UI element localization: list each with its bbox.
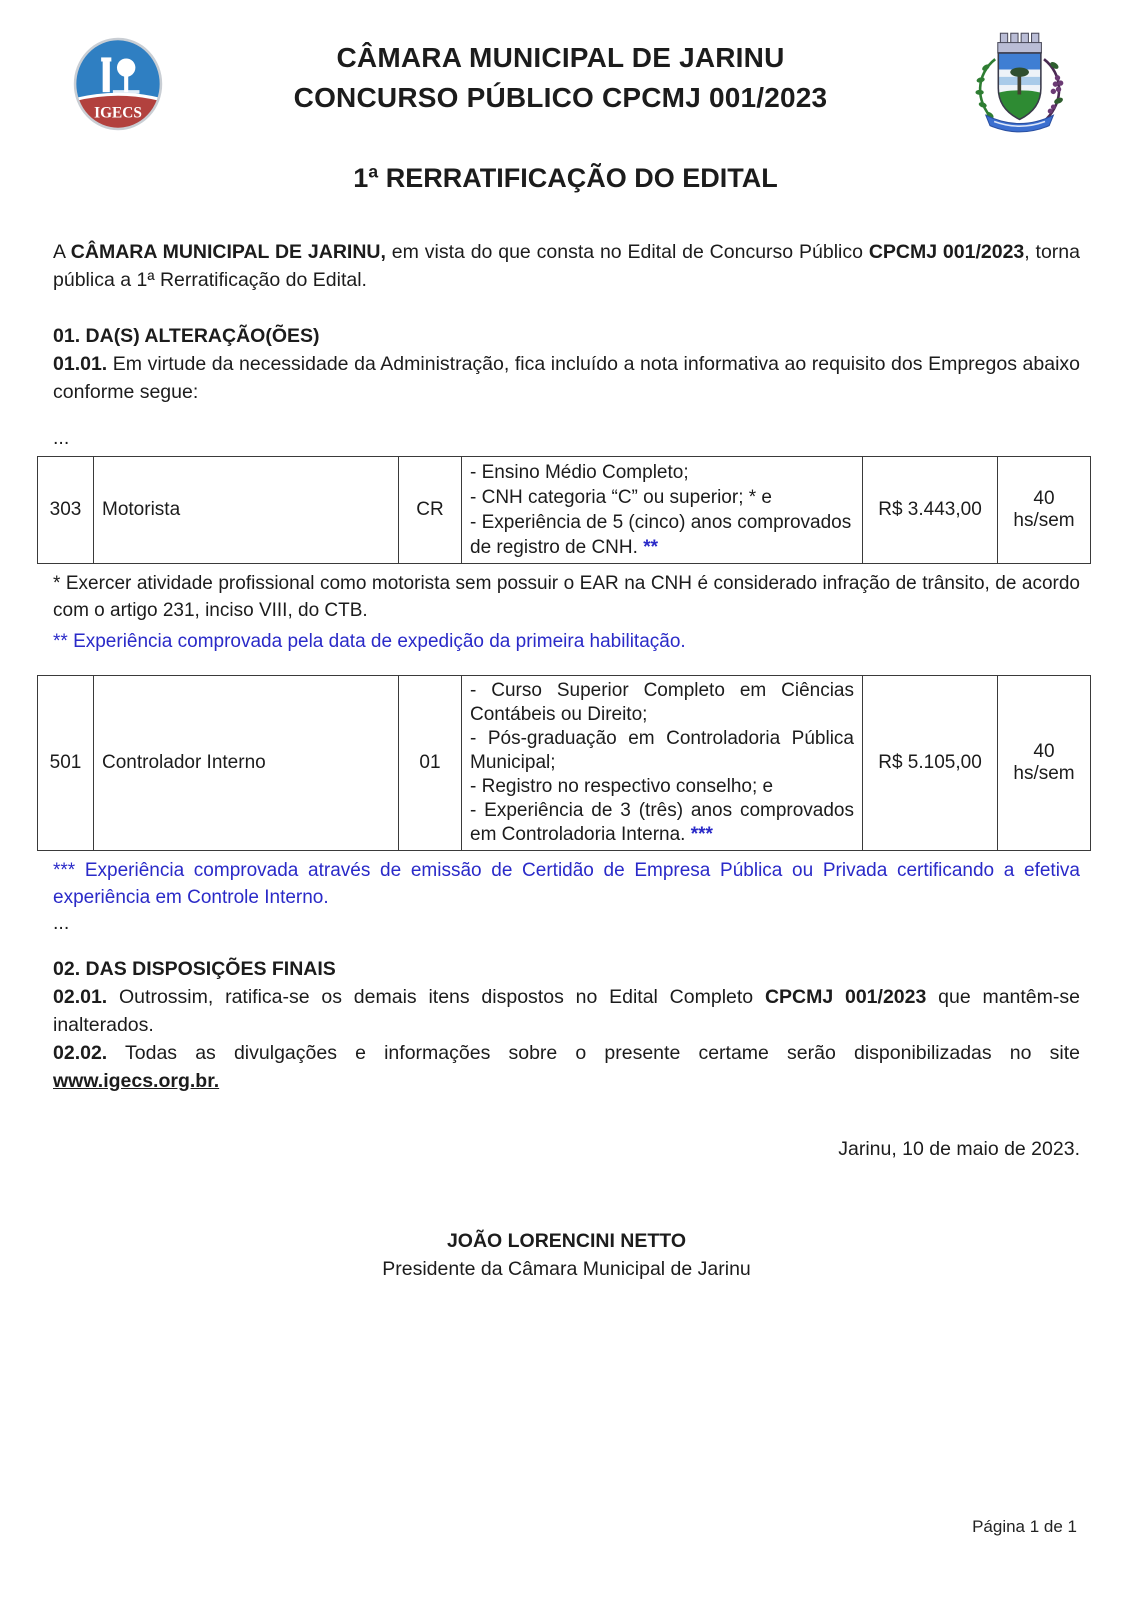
footnote-marker: ** bbox=[643, 537, 658, 558]
job-workload-cell: 40 hs/sem bbox=[998, 457, 1091, 564]
footnote-double-star: ** Experiência comprovada pela data de expedição da primeira habilitação. bbox=[53, 631, 686, 652]
intro-code-bold: CPCMJ 001/2023 bbox=[868, 241, 1025, 263]
header-titles bbox=[170, 38, 951, 118]
requirement-line bbox=[470, 679, 854, 727]
jarinu-crest-icon bbox=[963, 28, 1071, 134]
clause-text: Todas as divulgações e informações sobre o presente certame serão disponibilizadas no site bbox=[107, 1042, 1080, 1064]
job-requirements-cell bbox=[462, 676, 863, 851]
jobs-table-controlador bbox=[37, 675, 1091, 851]
footnote-triple-star: *** Experiência comprovada através de emissão de Certidão de Empresa Pública ou Privada certificando a efetiva experiência em Controle Interno. bbox=[53, 860, 1080, 908]
site-link[interactable]: www.igecs.org.br. bbox=[53, 1070, 220, 1092]
requirement-line bbox=[470, 799, 854, 847]
igecs-logo-label: IGECS bbox=[94, 104, 142, 122]
requirement-text: - Curso Superior Completo em Ciências Contábeis ou Direito; bbox=[470, 680, 854, 725]
intro-prefix: A bbox=[53, 241, 71, 263]
clause-number: 01.01. bbox=[53, 353, 108, 375]
requirement-text: - Pós-graduação em Controladoria Pública Municipal; bbox=[470, 728, 854, 773]
table-row bbox=[38, 676, 1091, 851]
job-salary-cell: R$ 5.105,00 bbox=[863, 676, 998, 851]
signer-name: JOÃO LORENCINI NETTO bbox=[446, 1230, 687, 1252]
clause-01-01 bbox=[53, 350, 1080, 406]
ellipsis-marker: ... bbox=[53, 427, 70, 449]
footnote-star: * Exercer atividade profissional como motorista sem possuir o EAR na CNH é considerado infração de trânsito, de acordo com o artigo 231, inciso VIII, do CTB. bbox=[53, 573, 1080, 621]
requirement-text: - CNH categoria “C” ou superior; * e bbox=[470, 487, 772, 508]
clause-number: 02.02. bbox=[53, 1042, 108, 1064]
job-code-cell: 303 bbox=[38, 457, 94, 564]
page-number: Página 1 de 1 bbox=[972, 1517, 1077, 1536]
clause-text: que mantêm-se inalterados. bbox=[53, 986, 1080, 1036]
clause-text: Outrossim, ratifica-se os demais itens dispostos no Edital Completo bbox=[107, 986, 765, 1008]
requirement-line bbox=[470, 485, 854, 510]
job-vacancies-cell: CR bbox=[399, 457, 462, 564]
requirement-line bbox=[470, 460, 854, 485]
requirement-text: - Registro no respectivo conselho; e bbox=[470, 776, 774, 797]
requirement-text: - Experiência de 3 (três) anos comprovados em Controladoria Interna. bbox=[470, 800, 854, 845]
doc-title: 1ª RERRATIFICAÇÃO DO EDITAL bbox=[353, 163, 778, 193]
ellipsis-marker: ... bbox=[53, 912, 70, 934]
clause-number: 02.01. bbox=[53, 986, 108, 1008]
signer-title: Presidente da Câmara Municipal de Jarinu bbox=[382, 1258, 751, 1280]
job-code-cell: 501 bbox=[38, 676, 94, 851]
job-title-cell: Controlador Interno bbox=[94, 676, 399, 851]
clause-code-bold: CPCMJ 001/2023 bbox=[764, 986, 927, 1008]
job-requirements-cell bbox=[462, 457, 863, 564]
requirement-text: - Ensino Médio Completo; bbox=[470, 462, 689, 483]
section-02-heading: 02. DAS DISPOSIÇÕES FINAIS bbox=[53, 958, 336, 980]
jobs-table-motorista bbox=[37, 456, 1091, 564]
igecs-logo-icon bbox=[72, 36, 164, 132]
intro-org-bold: CÂMARA MUNICIPAL DE JARINU, bbox=[70, 241, 386, 263]
intro-middle: em vista do que consta no Edital de Concurso Público bbox=[385, 241, 869, 263]
job-title-cell: Motorista bbox=[94, 457, 399, 564]
document-header bbox=[0, 0, 1131, 230]
clause-02-01 bbox=[53, 983, 1080, 1039]
clause-02-02 bbox=[53, 1039, 1080, 1095]
clause-text: Em virtude da necessidade da Administração, fica incluído a nota informativa ao requisito dos Empregos abaixo conforme segue: bbox=[53, 353, 1080, 403]
requirement-line bbox=[470, 510, 854, 560]
table-row bbox=[38, 457, 1091, 564]
org-name: CÂMARA MUNICIPAL DE JARINU bbox=[336, 42, 785, 73]
date-line: Jarinu, 10 de maio de 2023. bbox=[838, 1138, 1080, 1160]
section-01-heading: 01. DA(S) ALTERAÇÃO(ÕES) bbox=[53, 325, 320, 347]
requirement-text: - Experiência de 5 (cinco) anos comprovados de registro de CNH. bbox=[470, 512, 852, 558]
job-salary-cell: R$ 3.443,00 bbox=[863, 457, 998, 564]
intro-suffix: , torna pública a 1ª Rerratificação do Edital. bbox=[53, 241, 1080, 291]
job-workload-cell: 40 hs/sem bbox=[998, 676, 1091, 851]
requirement-line bbox=[470, 727, 854, 775]
intro-paragraph bbox=[53, 238, 1080, 294]
document-body bbox=[49, 238, 1080, 1283]
footnote-marker: *** bbox=[690, 824, 713, 845]
job-vacancies-cell: 01 bbox=[399, 676, 462, 851]
contest-name: CONCURSO PÚBLICO CPCMJ 001/2023 bbox=[293, 82, 828, 113]
requirement-line bbox=[470, 775, 854, 799]
